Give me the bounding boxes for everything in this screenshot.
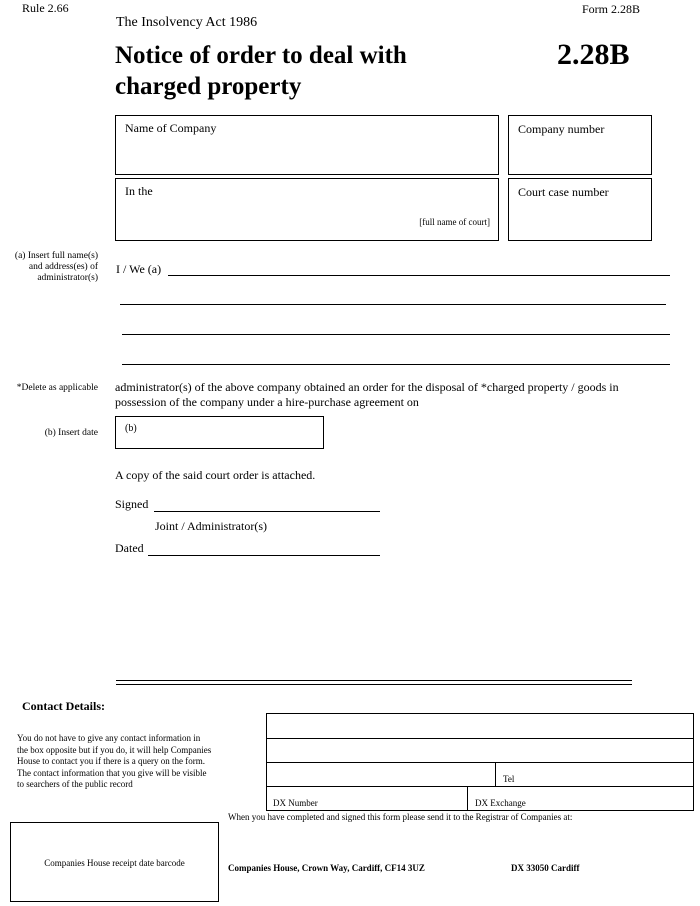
contact-info-line-5: to searchers of the public record — [17, 779, 133, 789]
registrar-address: Companies House, Crown Way, Cardiff, CF14 3UZ — [228, 863, 425, 873]
company-number-field[interactable] — [508, 115, 652, 175]
administrator-address-line-4[interactable] — [122, 364, 670, 365]
contact-row-divider-1 — [267, 738, 693, 739]
note-b: (b) Insert date — [44, 428, 98, 438]
dx-number-label: DX Number — [273, 798, 318, 808]
order-date-field[interactable] — [115, 416, 324, 449]
form-number: 2.28B — [557, 38, 630, 71]
note-a — [0, 251, 98, 284]
contact-info-line-1: You do not have to give any contact information in — [17, 733, 201, 743]
note-a-line-1: (a) Insert full name(s) — [14, 251, 98, 261]
signed-label: Signed — [115, 497, 149, 511]
barcode-box — [10, 822, 219, 902]
dated-label: Dated — [115, 541, 144, 555]
dx-divider — [467, 786, 468, 810]
contact-row-divider-3 — [267, 786, 693, 787]
tel-label: Tel — [503, 774, 515, 784]
court-case-number-field[interactable] — [508, 178, 652, 241]
statement — [115, 380, 695, 410]
administrator-address-line-2[interactable] — [120, 304, 666, 305]
company-number-label: Company number — [518, 122, 605, 136]
divider-rule-top — [116, 680, 632, 681]
copy-attached-text: A copy of the said court order is attached. — [115, 468, 316, 482]
note-a-line-3: administrator(s) — [37, 273, 98, 283]
dx-exchange-label: DX Exchange — [475, 798, 526, 808]
date-box-label: (b) — [125, 423, 137, 434]
signature-line[interactable] — [154, 511, 380, 512]
tel-divider — [495, 762, 496, 786]
contact-heading: Contact Details: — [22, 699, 105, 713]
barcode-label: Companies House receipt date barcode — [44, 858, 185, 868]
registrar-dx: DX 33050 Cardiff — [511, 863, 580, 873]
court-label: In the — [125, 184, 153, 198]
contact-info-line-3: House to contact you if there is a query on the form. — [17, 756, 205, 766]
rule-reference: Rule 2.66 — [22, 1, 69, 15]
contact-info — [17, 733, 262, 791]
statement-line-1: administrator(s) of the above company obtained an order for the disposal of *charged property / goods in — [115, 380, 619, 394]
form-reference: Form 2.28B — [582, 2, 641, 16]
send-instructions: When you have completed and signed this form please send it to the Registrar of Companies at: — [228, 812, 573, 822]
administrator-address-line-3[interactable] — [122, 334, 670, 335]
contact-box — [266, 713, 694, 811]
title-line-1: Notice of order to deal with — [115, 42, 407, 69]
note-delete: *Delete as applicable — [16, 383, 98, 393]
contact-row-divider-2 — [267, 762, 693, 763]
administrator-name-line-1[interactable] — [168, 275, 670, 276]
act-name: The Insolvency Act 1986 — [116, 15, 258, 30]
divider-rule-bottom — [116, 684, 632, 685]
iwe-label: I / We (a) — [116, 262, 162, 276]
contact-info-line-2: the box opposite but if you do, it will help Companies — [17, 744, 212, 755]
contact-info-line-4: The contact information that you give will be visible — [17, 767, 207, 778]
company-name-label: Name of Company — [125, 121, 217, 135]
court-hint: [full name of court] — [419, 217, 490, 227]
company-name-field[interactable] — [115, 115, 499, 175]
statement-line-2: possession of the company under a hire-purchase agreement on — [115, 395, 419, 409]
note-a-line-2: and address(es) of — [28, 262, 98, 272]
joint-administrator-label: Joint / Administrator(s) — [155, 519, 267, 533]
dated-line[interactable] — [148, 555, 380, 556]
page-title — [115, 40, 407, 102]
title-line-2: charged property — [115, 73, 302, 100]
court-case-label: Court case number — [518, 185, 609, 199]
court-name-field[interactable] — [115, 178, 499, 241]
